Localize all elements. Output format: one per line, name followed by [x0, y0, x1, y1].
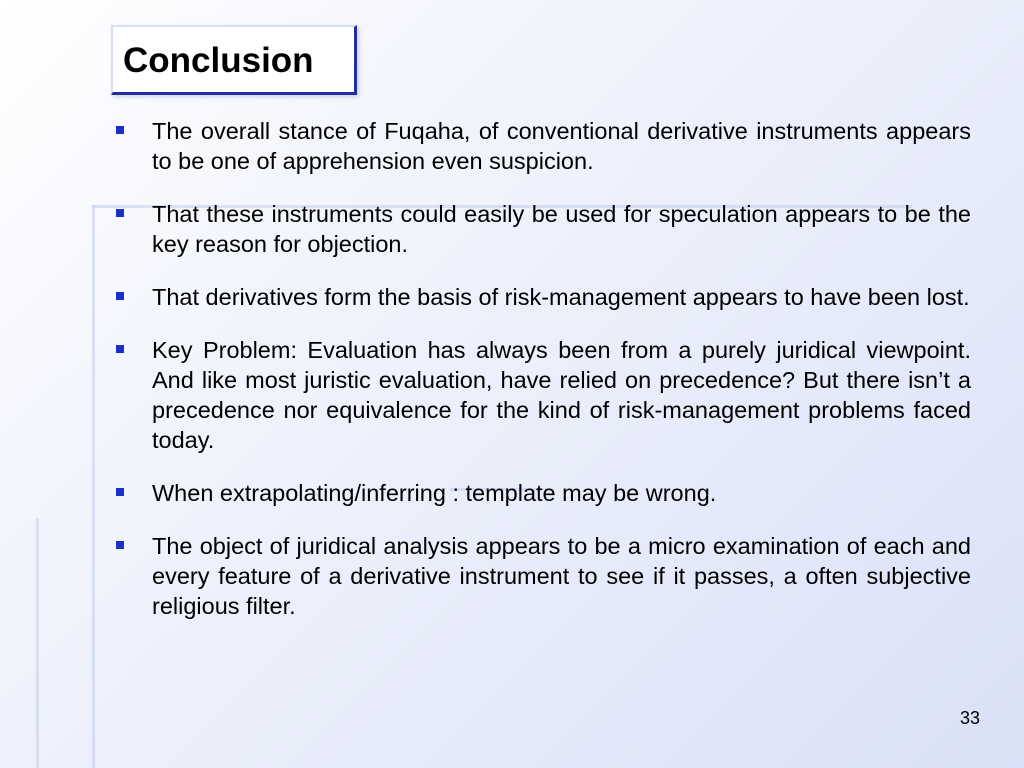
square-bullet-icon	[116, 345, 124, 353]
background-decoration-line	[92, 205, 95, 768]
bullet-text: Key Problem: Evaluation has always been from a purely juridical viewpoint. And like most juristic evaluation, have relied on precedence? But there isn’t a precedence nor equivalence for the kind of risk-management problems faced today.	[152, 337, 971, 453]
slide-title: Conclusion	[123, 41, 314, 80]
bullet-text: The object of juridical analysis appears to be a micro examination of each and every feature of a derivative instrument to see if it passes, a often subjective religious filter.	[152, 533, 971, 619]
bullet-item	[112, 116, 971, 176]
square-bullet-icon	[116, 541, 124, 549]
bullet-text: The overall stance of Fuqaha, of conventional derivative instruments appears to be one of apprehension even suspicion.	[152, 118, 971, 174]
bullet-text: When extrapolating/inferring : template may be wrong.	[152, 480, 717, 506]
bullet-item	[112, 335, 971, 455]
square-bullet-icon	[116, 292, 124, 300]
slide-title-box	[111, 25, 357, 95]
square-bullet-icon	[116, 209, 124, 217]
bullet-text: That these instruments could easily be used for speculation appears to be the key reason for objection.	[152, 201, 971, 257]
square-bullet-icon	[116, 488, 124, 496]
bullet-item	[112, 282, 971, 312]
square-bullet-icon	[116, 126, 124, 134]
bullet-item	[112, 531, 971, 621]
page-number: 33	[959, 708, 981, 728]
bullet-item	[112, 199, 971, 259]
background-decoration-line	[36, 518, 39, 768]
bullet-item	[112, 478, 971, 508]
bullet-text: That derivatives form the basis of risk-management appears to have been lost.	[152, 284, 970, 310]
bullet-list	[112, 116, 971, 644]
